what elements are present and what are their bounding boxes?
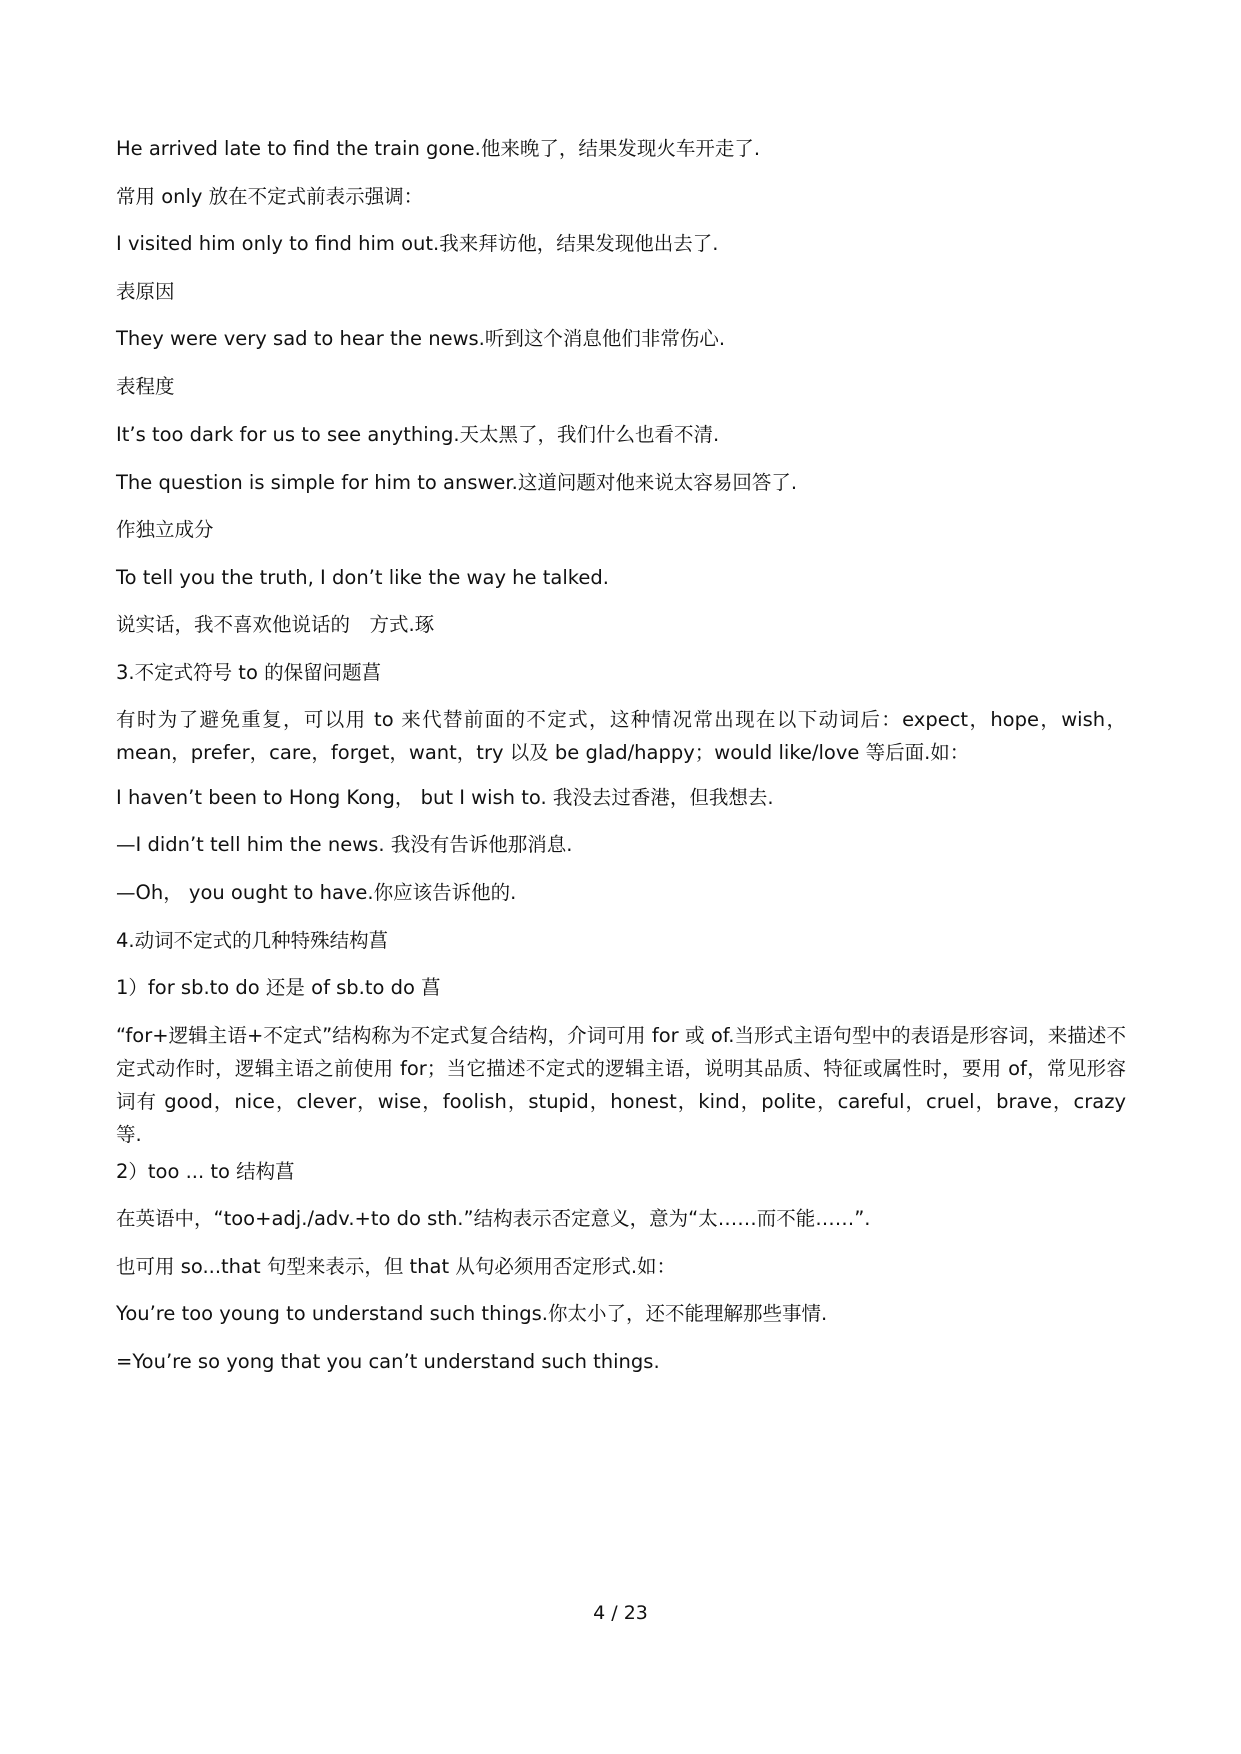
paragraph-3: I visited him only to find him out.我来拜访他，结果发现他出去了. (116, 232, 719, 255)
heading-degree: 表程度 (116, 375, 175, 398)
paragraph-2: 常用 only 放在不定式前表示强调： (116, 185, 424, 208)
paragraph-21: 在英语中，“too+adj./adv.+to do sth.”结构表示否定意义，意为“太……而不能……”. (116, 1207, 871, 1230)
paragraph-5: They were very sad to hear the news.听到这个消息他们非常伤心. (116, 327, 726, 350)
paragraph-19: “for+逻辑主语+不定式”结构称为不定式复合结构，介词可用 for 或 of.当形式主语句型中的表语是形容词，来描述不定式动作时，逻辑主语之前使用 for；当它描述不定式的逻辑主语，说明其品质、特征或属性时，要用 of，常见形容词有 good，nice，clever，wise，foolish，stupid，honest，kind，polite，careful，cruel，brave，crazy 等. (116, 1024, 1126, 1146)
paragraph-8: The question is simple for him to answer.这道问题对他来说太容易回答了. (116, 471, 798, 494)
section-heading-4: 4.动词不定式的几种特殊结构菖 (116, 929, 389, 952)
heading-independent: 作独立成分 (116, 518, 214, 541)
paragraph-16: —Oh， you ought to have.你应该告诉他的. (116, 881, 517, 904)
paragraph-11: 说实话，我不喜欢他说话的 方式.琢 (116, 613, 435, 636)
heading-reason: 表原因 (116, 280, 175, 303)
paragraph-7: It’s too dark for us to see anything.天太黑了，我们什么也看不清. (116, 423, 720, 446)
paragraph-22: 也可用 so...that 句型来表示，但 that 从句必须用否定形式.如： (116, 1255, 677, 1278)
paragraph-15: —I didn’t tell him the news. 我没有告诉他那消息. (116, 833, 573, 856)
paragraph-10: To tell you the truth, I don’t like the way he talked. (116, 566, 609, 589)
paragraph-23: You’re too young to understand such things.你太小了，还不能理解那些事情. (116, 1302, 828, 1325)
paragraph-1: He arrived late to find the train gone.他来晚了，结果发现火车开走了. (116, 137, 761, 160)
page-number: 4 / 23 (593, 1602, 648, 1624)
section-heading-3: 3.不定式符号 to 的保留问题菖 (116, 661, 382, 684)
subheading-1: 1）for sb.to do 还是 of sb.to do 菖 (116, 976, 441, 999)
paragraph-24: =You’re so yong that you can’t understand such things. (116, 1350, 660, 1373)
paragraph-13: 有时为了避免重复，可以用 to 来代替前面的不定式，这种情况常出现在以下动词后：expect，hope，wish，mean，prefer，care，forget，want，try 以及 be glad/happy；would like/love 等后面.如： (116, 708, 1126, 764)
paragraph-14: I haven’t been to Hong Kong， but I wish to. 我没去过香港，但我想去. (116, 786, 774, 809)
subheading-2: 2）too ... to 结构菖 (116, 1160, 295, 1183)
